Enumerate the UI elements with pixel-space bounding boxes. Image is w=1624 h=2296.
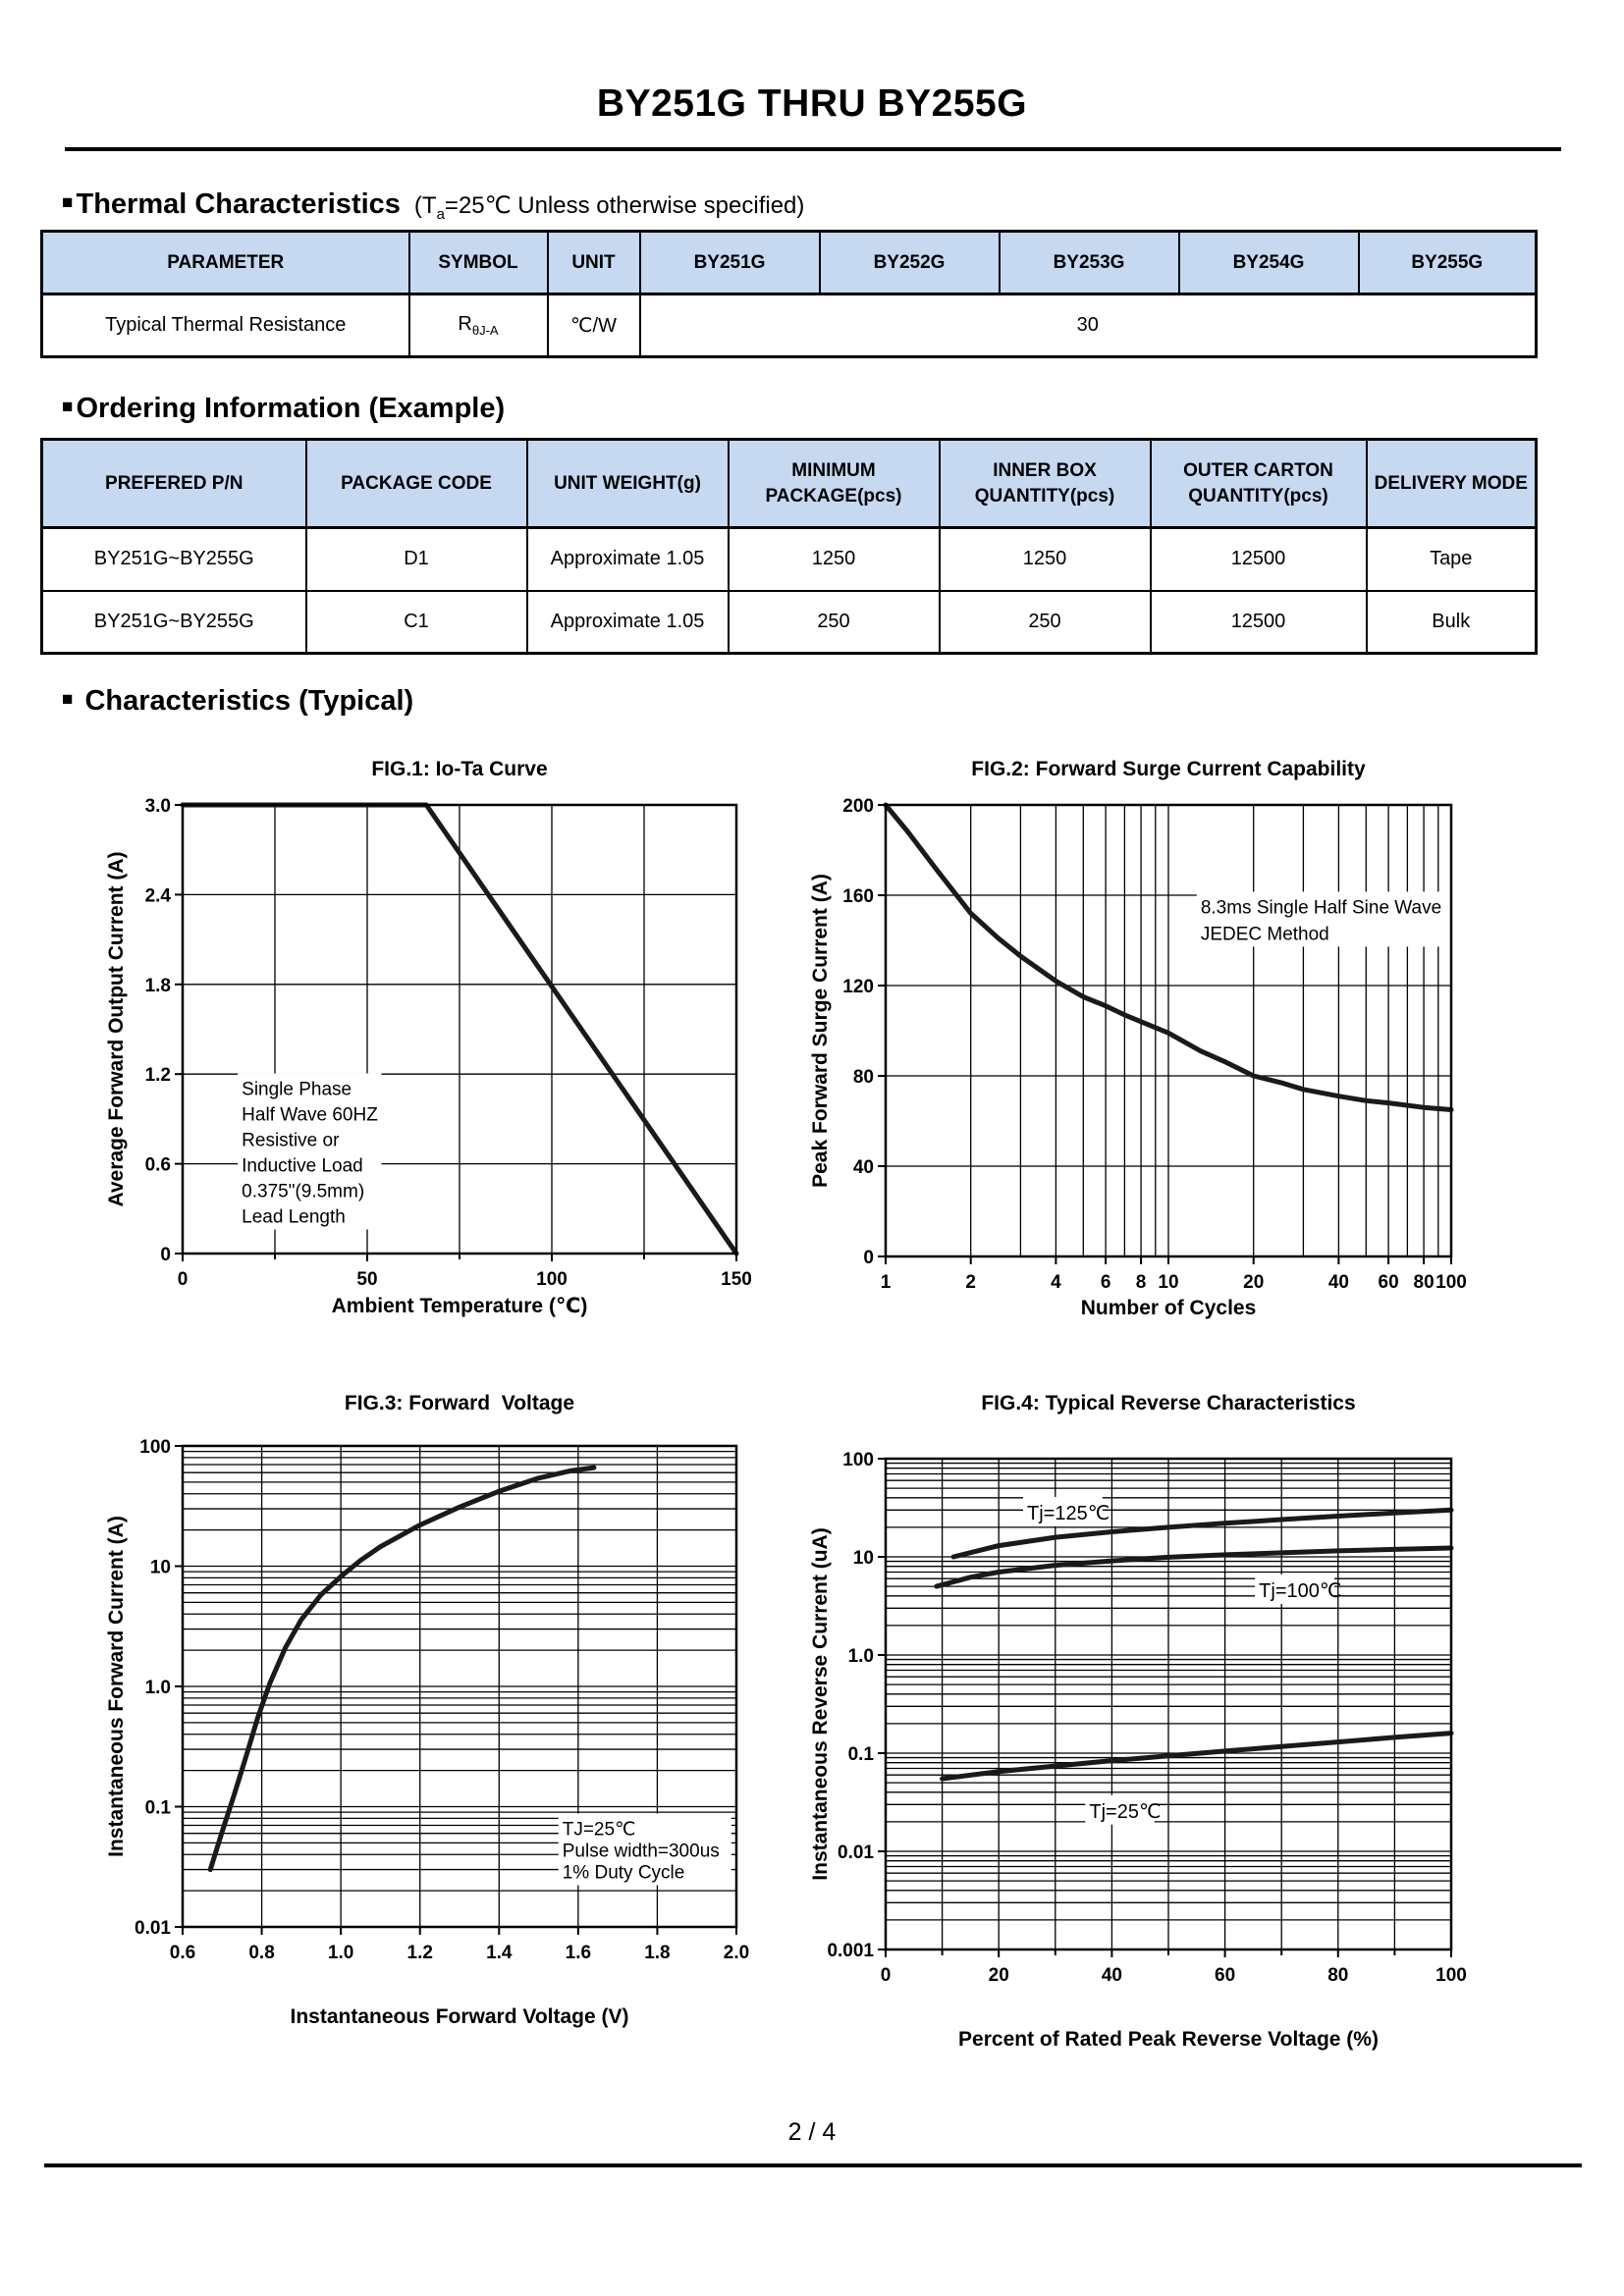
section-bullet-icon: ■ — [62, 192, 74, 213]
svg-text:100: 100 — [139, 1437, 171, 1458]
svg-text:2.0: 2.0 — [723, 1943, 750, 1963]
svg-text:Single PhaseHalf Wave 60HZResi: Single Phase Half Wave 60HZ Resistive or Inductive Load 0.375"(9.5mm) Lead Length — [242, 1079, 378, 1228]
fig1-chart — [93, 758, 753, 1327]
value-cell: 30 — [640, 294, 1537, 357]
svg-text:2: 2 — [965, 1272, 976, 1293]
fig3-title: FIG.3: Forward Voltage — [344, 1392, 575, 1415]
fig2-title: FIG.2: Forward Surge Current Capability — [971, 758, 1366, 780]
ordering-header-row — [42, 440, 1537, 528]
data-cell: 250 — [729, 591, 940, 654]
svg-text:1.8: 1.8 — [644, 1943, 671, 1963]
svg-text:1.6: 1.6 — [565, 1943, 592, 1963]
svg-text:40: 40 — [852, 1157, 874, 1178]
svg-text:1: 1 — [880, 1272, 892, 1293]
svg-text:0.1: 0.1 — [847, 1744, 874, 1765]
svg-text:0.1: 0.1 — [144, 1797, 171, 1819]
svg-text:8: 8 — [1135, 1272, 1147, 1293]
data-cell: 12500 — [1151, 528, 1367, 591]
header-cell: DELIVERY MODE — [1367, 440, 1537, 528]
ordering-row-tape — [42, 528, 1537, 591]
fig3-ylabel: Instantaneous Forward Current (A) — [105, 1516, 128, 1857]
data-cell: Bulk — [1367, 591, 1537, 654]
svg-text:10: 10 — [1158, 1272, 1179, 1293]
unit-cell: ℃/W — [548, 294, 640, 357]
fig2-xlabel: Number of Cycles — [1080, 1297, 1257, 1319]
fig4-chart — [797, 1392, 1467, 2061]
svg-text:Tj=125℃: Tj=125℃ — [1027, 1502, 1110, 1524]
header-cell: BY255G — [1359, 232, 1537, 294]
svg-text:100: 100 — [1435, 1272, 1467, 1293]
fig1-ylabel: Average Forward Output Current (A) — [105, 851, 128, 1207]
svg-text:0.6: 0.6 — [169, 1943, 196, 1963]
fig1-xlabel: Ambient Temperature (℃) — [331, 1295, 588, 1317]
svg-text:100: 100 — [842, 1450, 874, 1470]
fig2-chart — [797, 758, 1467, 1330]
svg-text:0.8: 0.8 — [248, 1943, 275, 1963]
svg-text:2.4: 2.4 — [144, 885, 171, 907]
svg-text:10: 10 — [852, 1548, 874, 1569]
fig2-ylabel: Peak Forward Surge Current (A) — [809, 874, 832, 1188]
section-bullet-icon: ■ — [62, 689, 74, 710]
footer-rule — [44, 2163, 1582, 2167]
svg-text:0: 0 — [160, 1245, 171, 1265]
svg-text:3.0: 3.0 — [144, 796, 171, 817]
data-cell: 250 — [940, 591, 1151, 654]
fig4-xlabel: Percent of Rated Peak Reverse Voltage (%) — [958, 2028, 1379, 2051]
svg-text:40: 40 — [1101, 1965, 1122, 1986]
thermal-table — [40, 230, 1538, 358]
svg-text:10: 10 — [149, 1557, 171, 1578]
svg-text:20: 20 — [1243, 1272, 1265, 1293]
header-cell: PREFERED P/N — [42, 440, 306, 528]
characteristics-section-heading — [62, 685, 413, 718]
svg-text:80: 80 — [852, 1067, 874, 1088]
svg-text:120: 120 — [842, 977, 874, 997]
header-cell: INNER BOX QUANTITY(pcs) — [940, 440, 1151, 528]
header-cell: BY254G — [1179, 232, 1359, 294]
header-cell: UNIT — [548, 232, 640, 294]
fig4-ylabel: Instantaneous Reverse Current (uA) — [809, 1527, 832, 1881]
section-bullet-icon: ■ — [62, 397, 74, 417]
svg-text:150: 150 — [721, 1269, 752, 1290]
svg-text:160: 160 — [842, 886, 874, 907]
fig3-xlabel: Instantaneous Forward Voltage (V) — [290, 2005, 629, 2028]
svg-text:6: 6 — [1100, 1272, 1111, 1293]
header-cell: BY253G — [1000, 232, 1179, 294]
svg-text:50: 50 — [356, 1269, 378, 1290]
thermal-heading-text: Thermal Characteristics — [76, 188, 401, 220]
page-title: BY251G THRU BY255G — [596, 82, 1028, 125]
svg-text:20: 20 — [988, 1965, 1009, 1986]
symbol-cell: $R_{\theta J-A}$ — [409, 294, 548, 357]
svg-text:1.0: 1.0 — [144, 1678, 171, 1698]
header-cell: UNIT WEIGHT(g) — [527, 440, 729, 528]
fig3-chart — [93, 1392, 753, 2039]
data-cell: Tape — [1367, 528, 1537, 591]
data-cell: BY251G~BY255G — [42, 528, 306, 591]
svg-text:1.8: 1.8 — [144, 975, 171, 996]
data-cell: D1 — [306, 528, 527, 591]
svg-text:60: 60 — [1378, 1272, 1399, 1293]
svg-text:1.0: 1.0 — [327, 1943, 354, 1963]
svg-text:100: 100 — [1435, 1965, 1467, 1986]
svg-text:60: 60 — [1215, 1965, 1236, 1986]
ordering-row-bulk — [42, 591, 1537, 654]
ordering-heading-text: Ordering Information (Example) — [76, 393, 506, 424]
data-cell: Approximate 1.05 — [527, 591, 729, 654]
svg-text:200: 200 — [842, 796, 874, 817]
header-cell: OUTER CARTON QUANTITY(pcs) — [1151, 440, 1367, 528]
data-cell: C1 — [306, 591, 527, 654]
svg-text:1.4: 1.4 — [486, 1943, 513, 1963]
title-rule — [65, 147, 1561, 151]
fig4-plot — [797, 1425, 1467, 2028]
svg-text:100: 100 — [536, 1269, 568, 1290]
svg-text:TJ=25℃Pulse width=300us1% Duty: TJ=25℃ Pulse width=300us 1% Duty Cycle — [562, 1819, 720, 1884]
svg-text:80: 80 — [1413, 1272, 1435, 1293]
parameter-cell: Typical Thermal Resistance — [42, 294, 409, 357]
header-cell: MINIMUM PACKAGE(pcs) — [729, 440, 940, 528]
header-cell: PARAMETER — [42, 232, 409, 294]
data-cell: 12500 — [1151, 591, 1367, 654]
characteristics-heading-text: Characteristics (Typical) — [84, 685, 414, 717]
svg-text:0.001: 0.001 — [827, 1941, 874, 1961]
svg-text:0.01: 0.01 — [135, 1918, 171, 1939]
svg-text:0.01: 0.01 — [838, 1842, 874, 1863]
fig2-plot — [797, 791, 1467, 1297]
data-cell: 1250 — [940, 528, 1151, 591]
svg-text:0: 0 — [863, 1248, 874, 1268]
thermal-data-row — [42, 294, 1537, 357]
data-cell: BY251G~BY255G — [42, 591, 306, 654]
header-cell: PACKAGE CODE — [306, 440, 527, 528]
thermal-header-row — [42, 232, 1537, 294]
fig4-title: FIG.4: Typical Reverse Characteristics — [981, 1392, 1356, 1415]
ordering-table — [40, 438, 1538, 655]
data-cell: 1250 — [729, 528, 940, 591]
fig1-plot — [93, 791, 753, 1294]
svg-text:0.6: 0.6 — [144, 1154, 171, 1176]
header-cell: BY251G — [640, 232, 820, 294]
fig1-title: FIG.1: Io-Ta Curve — [371, 758, 548, 780]
svg-text:1.2: 1.2 — [144, 1065, 171, 1087]
svg-text:4: 4 — [1051, 1272, 1061, 1293]
svg-text:1.2: 1.2 — [406, 1943, 433, 1963]
header-cell: BY252G — [820, 232, 1000, 294]
ordering-section-heading — [62, 393, 505, 425]
header-cell: SYMBOL — [409, 232, 548, 294]
thermal-section-heading — [62, 188, 804, 223]
thermal-condition: ($T_a=25℃$ Unless otherwise specified) — [413, 192, 805, 223]
svg-text:1.0: 1.0 — [847, 1646, 874, 1667]
page-number: 2 / 4 — [787, 2118, 837, 2146]
svg-text:0: 0 — [880, 1965, 892, 1986]
fig3-plot — [93, 1425, 753, 2005]
svg-text:0: 0 — [177, 1269, 189, 1290]
data-cell: Approximate 1.05 — [527, 528, 729, 591]
svg-text:Tj=100℃: Tj=100℃ — [1259, 1579, 1342, 1602]
svg-text:40: 40 — [1327, 1272, 1349, 1293]
svg-text:80: 80 — [1327, 1965, 1349, 1986]
svg-text:8.3ms Single Half Sine WaveJED: 8.3ms Single Half Sine Wave JEDEC Method — [1200, 897, 1442, 945]
svg-text:Tj=25℃: Tj=25℃ — [1089, 1800, 1162, 1823]
